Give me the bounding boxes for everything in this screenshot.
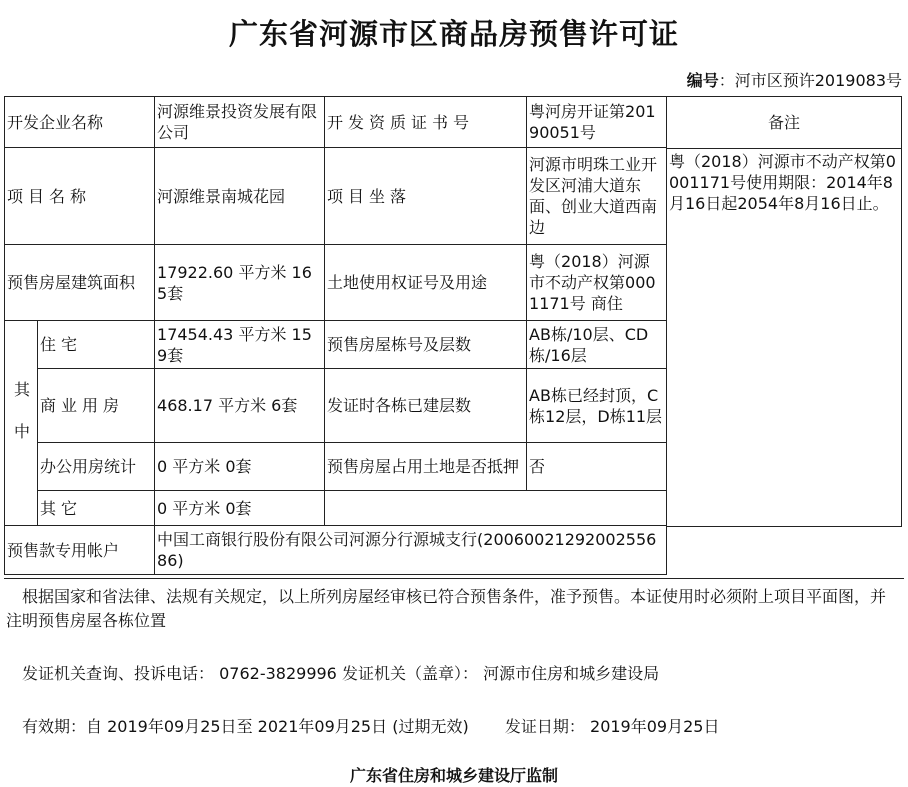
table-row (5, 245, 667, 321)
validity-to: 至 (236, 717, 253, 736)
contact-line (22, 661, 659, 684)
commercial-label: 商业用房 (38, 369, 155, 443)
table-row (5, 97, 667, 148)
validity-note: (过期无效) (392, 717, 469, 736)
permit-table (4, 96, 667, 575)
built-floors-value: AB栋已经封顶，C栋12层，D栋11层 (527, 369, 667, 443)
location-value: 河源市明珠工业开发区河浦大道东面、创业大道西南边 (527, 148, 667, 245)
residential-value: 17454.43 平方米 159套 (155, 321, 325, 369)
building-label: 预售房屋栋号及层数 (325, 321, 527, 369)
table-row (5, 321, 667, 369)
of-which-cell (5, 321, 38, 526)
qualification-value: 粤河房开证第20190051号 (527, 97, 667, 148)
table-row (5, 148, 667, 245)
residential-label: 住宅 (38, 321, 155, 369)
built-floors-label: 发证时各栋已建层数 (325, 369, 527, 443)
remark-header: 备注 (667, 97, 901, 149)
account-value: 中国工商银行股份有限公司河源分行源城支行(2006002129200255686) (155, 526, 667, 575)
phone-label: 发证机关查询、投诉电话： (22, 664, 215, 683)
office-label: 办公用房统计 (38, 443, 155, 491)
certificate-number-value: 河市区预许2019083号 (734, 71, 902, 90)
office-value: 0 平方米 0套 (155, 443, 325, 491)
notice-text: 根据国家和省法律、法规有关规定，以上所列房屋经审核已符合预售条件，准予预售。本证使用时必须附上项目平面图，并注明预售房屋各栋位置 (6, 587, 887, 630)
table-row (5, 491, 667, 526)
account-label: 预售款专用帐户 (5, 526, 155, 575)
project-name-value: 河源维景南城花园 (155, 148, 325, 245)
building-value: AB栋/10层、CD栋/16层 (527, 321, 667, 369)
presale-area-value: 17922.60 平方米 165套 (155, 245, 325, 321)
other-label: 其它 (38, 491, 155, 526)
page-title: 广东省河源市区商品房预售许可证 (228, 17, 679, 51)
table-row (5, 443, 667, 491)
phone-value: 0762-3829996 (219, 664, 337, 683)
certificate-number-label: 编号 (686, 71, 719, 90)
remark-text: 粤（2018）河源市不动产权第0001171号使用期限：2014年8月16日起2054年8月16日止。 (669, 152, 896, 213)
validity-end: 2021年09月25日 (257, 717, 388, 736)
authority-value: 河源市住房和城乡建设局 (483, 664, 660, 683)
mortgage-label: 预售房屋占用土地是否抵押 (325, 443, 527, 491)
issue-date-label: 发证日期： (504, 717, 585, 736)
blank-cell (325, 491, 667, 526)
land-cert-label: 土地使用权证号及用途 (325, 245, 527, 321)
validity-label: 有效期：自 (22, 717, 103, 736)
developer-label: 开发企业名称 (5, 97, 155, 148)
remark-box (666, 96, 902, 527)
of-which-label: 其中 (11, 381, 31, 465)
divider-line (4, 578, 904, 579)
table-row (5, 526, 667, 575)
authority-label: 发证机关（盖章）： (341, 664, 478, 683)
commercial-value: 468.17 平方米 6套 (155, 369, 325, 443)
table-row (5, 369, 667, 443)
developer-value: 河源维景投资发展有限公司 (155, 97, 325, 148)
other-value: 0 平方米 0套 (155, 491, 325, 526)
issue-date-value: 2019年09月25日 (590, 717, 720, 736)
certificate-number-separator: ： (718, 71, 735, 90)
location-label: 项目坐落 (325, 148, 527, 245)
footer-supervisor: 广东省住房和城乡建设厅监制 (349, 766, 558, 785)
land-cert-value: 粤（2018）河源市不动产权第0001171号 商住 (527, 245, 667, 321)
qualification-label: 开发资质证书号 (325, 97, 527, 148)
validity-line (22, 714, 719, 737)
mortgage-value: 否 (527, 443, 667, 491)
certificate-number (687, 68, 902, 91)
presale-area-label: 预售房屋建筑面积 (5, 245, 155, 321)
validity-start: 2019年09月25日 (107, 717, 237, 736)
project-name-label: 项目名称 (5, 148, 155, 245)
